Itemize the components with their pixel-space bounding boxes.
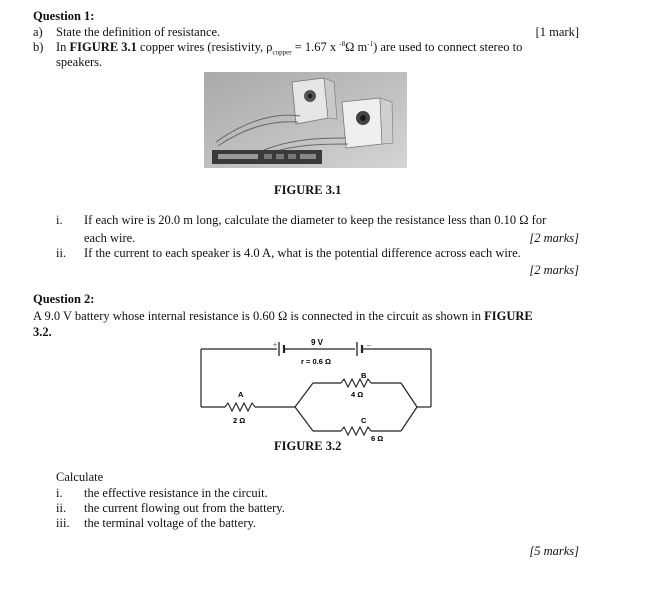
q1-i-text-cont: each wire. [84,231,136,245]
figure-3-1-image [204,72,407,168]
q1-i-marks: [2 marks] [529,231,579,245]
q1-ii-marks: [2 marks] [529,263,579,277]
q1-b-figref: FIGURE 3.1 [69,40,137,55]
q1-i-label: i. [56,213,63,227]
circuit-c-label: C [361,416,367,425]
circuit-b-label: B [361,371,367,380]
figure-3-1-caption: FIGURE 3.1 [274,183,342,197]
q1-b-label: b) [33,40,44,54]
circuit-emf-label: 9 V [311,338,324,347]
q2-item-2-num: ii. [56,501,67,515]
q2-item-1-text: the effective resistance in the circuit. [84,486,268,500]
q2-item-3-text: the terminal voltage of the battery. [84,516,257,530]
q2-text: A 9.0 V battery whose internal resistance is 0.60 Ω is connected in the circuit as shown in FIGURE [33,309,533,323]
circuit-r-label: r = 0.6 Ω [301,357,331,366]
q2-figref-cont: 3.2. [33,325,52,339]
q1-a-marks: [1 mark] [535,25,579,39]
figure-3-2-caption: FIGURE 3.2 [274,439,342,453]
q2-calculate: Calculate [56,470,104,484]
q1-b-text: In FIGURE 3.1 copper wires (resistivity, $\rho_{copper} = 1.67$ x $^{-8}$Ω $m^{-1}$) are used to connect stereo to [56,40,523,57]
resistor-a [225,403,255,411]
q1-ii-label: ii. [56,246,67,260]
q1-b-text-cont: speakers. [56,55,103,69]
q2-item-2-text: the current flowing out from the battery. [84,501,285,515]
q2-heading: Question 2: [33,292,95,306]
circuit-c-value: 6 Ω [371,434,384,443]
q2-marks: [5 marks] [529,544,579,558]
q1-a-label: a) [33,25,43,39]
svg-text:–: – [367,342,371,349]
figure-3-2-circuit [195,335,445,445]
svg-text:+: + [273,342,278,349]
circuit-a-value: 2 Ω [233,416,246,425]
q2-item-1-num: i. [56,486,63,500]
q1-heading: Question 1: [33,9,95,23]
resistor-c [341,427,371,435]
q1-ii-text: If the current to each speaker is 4.0 A, what is the potential difference across each wire. [84,246,521,260]
q2-item-3-num: iii. [56,516,70,530]
q1-i-text: If each wire is 20.0 m long, calculate the diameter to keep the resistance less than 0.10 Ω for [84,213,547,227]
circuit-b-value: 4 Ω [351,390,364,399]
resistor-b [341,379,371,387]
q1-a-text: State the definition of resistance. [56,25,221,39]
circuit-a-label: A [238,390,244,399]
